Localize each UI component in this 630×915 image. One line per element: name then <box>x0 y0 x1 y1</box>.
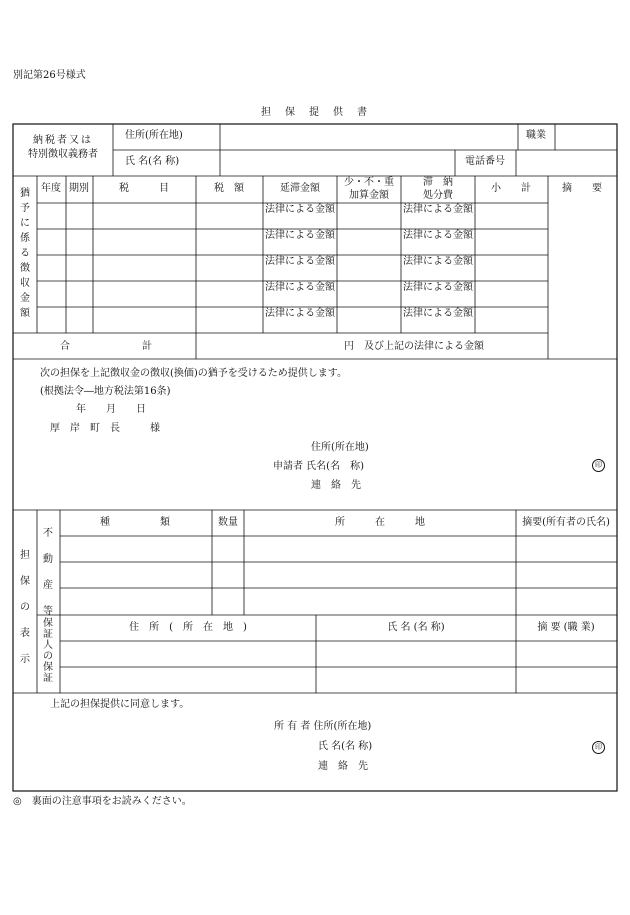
header-quantity: 数量 <box>218 517 238 528</box>
taxpayer-occupation-label: 職業 <box>526 130 546 141</box>
guarantor-char: 保 <box>43 618 53 629</box>
grace-side-char: 係 <box>20 233 30 244</box>
header-remarks-owner: 摘要(所有者の氏名) <box>522 517 610 528</box>
grace-side-char: に <box>20 218 30 229</box>
grace-side-char: 徴 <box>20 263 30 274</box>
applicant-address-label: 住所(所在地) <box>311 442 369 453</box>
collateral-side-char: 示 <box>20 654 30 665</box>
header-remarks: 摘 要 <box>562 183 602 194</box>
header-period: 期別 <box>69 183 89 194</box>
real-estate-char: 不 <box>43 528 53 539</box>
taxpayer-phone-label: 電話番号 <box>465 156 505 167</box>
header-delinquency: 延滞金額 <box>280 183 320 194</box>
real-estate-char: 動 <box>43 554 53 565</box>
declaration-basis: (根拠法令―地方税法第16条) <box>40 386 171 397</box>
guarantor-label <box>42 618 54 684</box>
grace-side-label <box>19 186 31 321</box>
guarantor-char: 人 <box>43 640 53 651</box>
applicant-name-label: 申請者 氏名(名 称) <box>273 461 364 472</box>
real-estate-char: 産 <box>43 580 53 591</box>
header-tax-item: 税 目 <box>119 183 169 194</box>
grace-side-char: 額 <box>20 308 30 319</box>
legal-amount-label: 法律による金額 <box>403 308 473 319</box>
header-disposal-line1: 滞 納 <box>423 177 453 188</box>
collateral-side-char: の <box>20 602 30 613</box>
owner-contact-label: 連 絡 先 <box>318 761 368 772</box>
guarantor-header-name: 氏 名 (名 称) <box>387 622 445 633</box>
collateral-side-char: 担 <box>20 550 30 561</box>
grace-side-char: 予 <box>20 203 30 214</box>
legal-amount-label: 法律による金額 <box>265 308 335 319</box>
legal-amount-label: 法律による金額 <box>265 256 335 267</box>
total-label-2: 計 <box>142 341 152 352</box>
form-title: 担 保 提 供 書 <box>261 107 369 118</box>
grace-side-char: る <box>20 248 30 259</box>
taxpayer-name-field[interactable] <box>224 152 454 175</box>
legal-amount-label: 法律による金額 <box>403 230 473 241</box>
header-small-heavy-line1: 少・不・重 <box>344 177 394 188</box>
guarantor-char: 保 <box>43 662 53 673</box>
taxpayer-label-line1: 納税者又は <box>33 135 93 146</box>
declaration-text: 次の担保を上記徴収金の徴収(換価)の猶予を受けるため提供します。 <box>40 368 348 379</box>
taxpayer-address-field[interactable] <box>224 126 517 149</box>
declaration-date: 年 月 日 <box>76 404 146 415</box>
header-tax-amount: 税 額 <box>214 183 244 194</box>
legal-amount-label: 法律による金額 <box>265 230 335 241</box>
header-collateral-type: 種 類 <box>100 517 170 528</box>
footnote: ◎ 裏面の注意事項をお読みください。 <box>13 796 192 807</box>
collateral-side-label <box>19 543 31 673</box>
owner-seal-mark: 印 <box>592 741 605 754</box>
header-subtotal: 小 計 <box>491 183 531 194</box>
taxpayer-name-label: 氏 名(名 称) <box>125 156 180 167</box>
total-label-1: 合 <box>60 341 70 352</box>
header-disposal-line2: 処分費 <box>423 190 453 201</box>
taxpayer-occupation-field[interactable] <box>557 126 615 149</box>
legal-amount-label: 法律による金額 <box>265 204 335 215</box>
legal-amount-label: 法律による金額 <box>265 282 335 293</box>
guarantor-char: 証 <box>43 673 53 684</box>
header-year: 年度 <box>41 183 61 194</box>
owner-name-label: 氏 名(名 称) <box>318 741 373 752</box>
collateral-side-char: 表 <box>20 628 30 639</box>
header-small-heavy-line2: 加算金額 <box>349 190 389 201</box>
guarantor-char: 証 <box>43 629 53 640</box>
taxpayer-phone-field[interactable] <box>518 152 616 175</box>
real-estate-char: 等 <box>43 606 53 617</box>
guarantor-header-address: 住 所 ( 所 在 地 ) <box>129 622 247 633</box>
applicant-contact-label: 連 絡 先 <box>311 480 361 491</box>
legal-amount-label: 法律による金額 <box>403 282 473 293</box>
grace-side-char: 猶 <box>20 188 30 199</box>
grace-side-char: 金 <box>20 293 30 304</box>
taxpayer-address-label: 住所(所在地) <box>125 130 183 141</box>
consent-text: 上記の担保提供に同意します。 <box>50 699 190 710</box>
collateral-side-char: 保 <box>20 576 30 587</box>
owner-address-label: 所 有 者 住所(所在地) <box>274 721 372 732</box>
legal-amount-label: 法律による金額 <box>403 256 473 267</box>
declaration-addressee: 厚 岸 町 長 様 <box>50 423 160 434</box>
form-number: 別記第26号様式 <box>13 70 86 81</box>
guarantor-header-remarks: 摘 要 (職 業) <box>537 622 595 633</box>
legal-amount-label: 法律による金額 <box>403 204 473 215</box>
guarantor-char: の <box>43 651 53 662</box>
applicant-seal-mark: 印 <box>592 459 605 472</box>
total-text: 円 及び上記の法律による金額 <box>344 341 484 352</box>
real-estate-label <box>42 521 54 625</box>
header-location: 所 在 地 <box>335 517 425 528</box>
grace-side-char: 収 <box>20 278 30 289</box>
taxpayer-label-line2: 特別徴収義務者 <box>28 149 98 160</box>
